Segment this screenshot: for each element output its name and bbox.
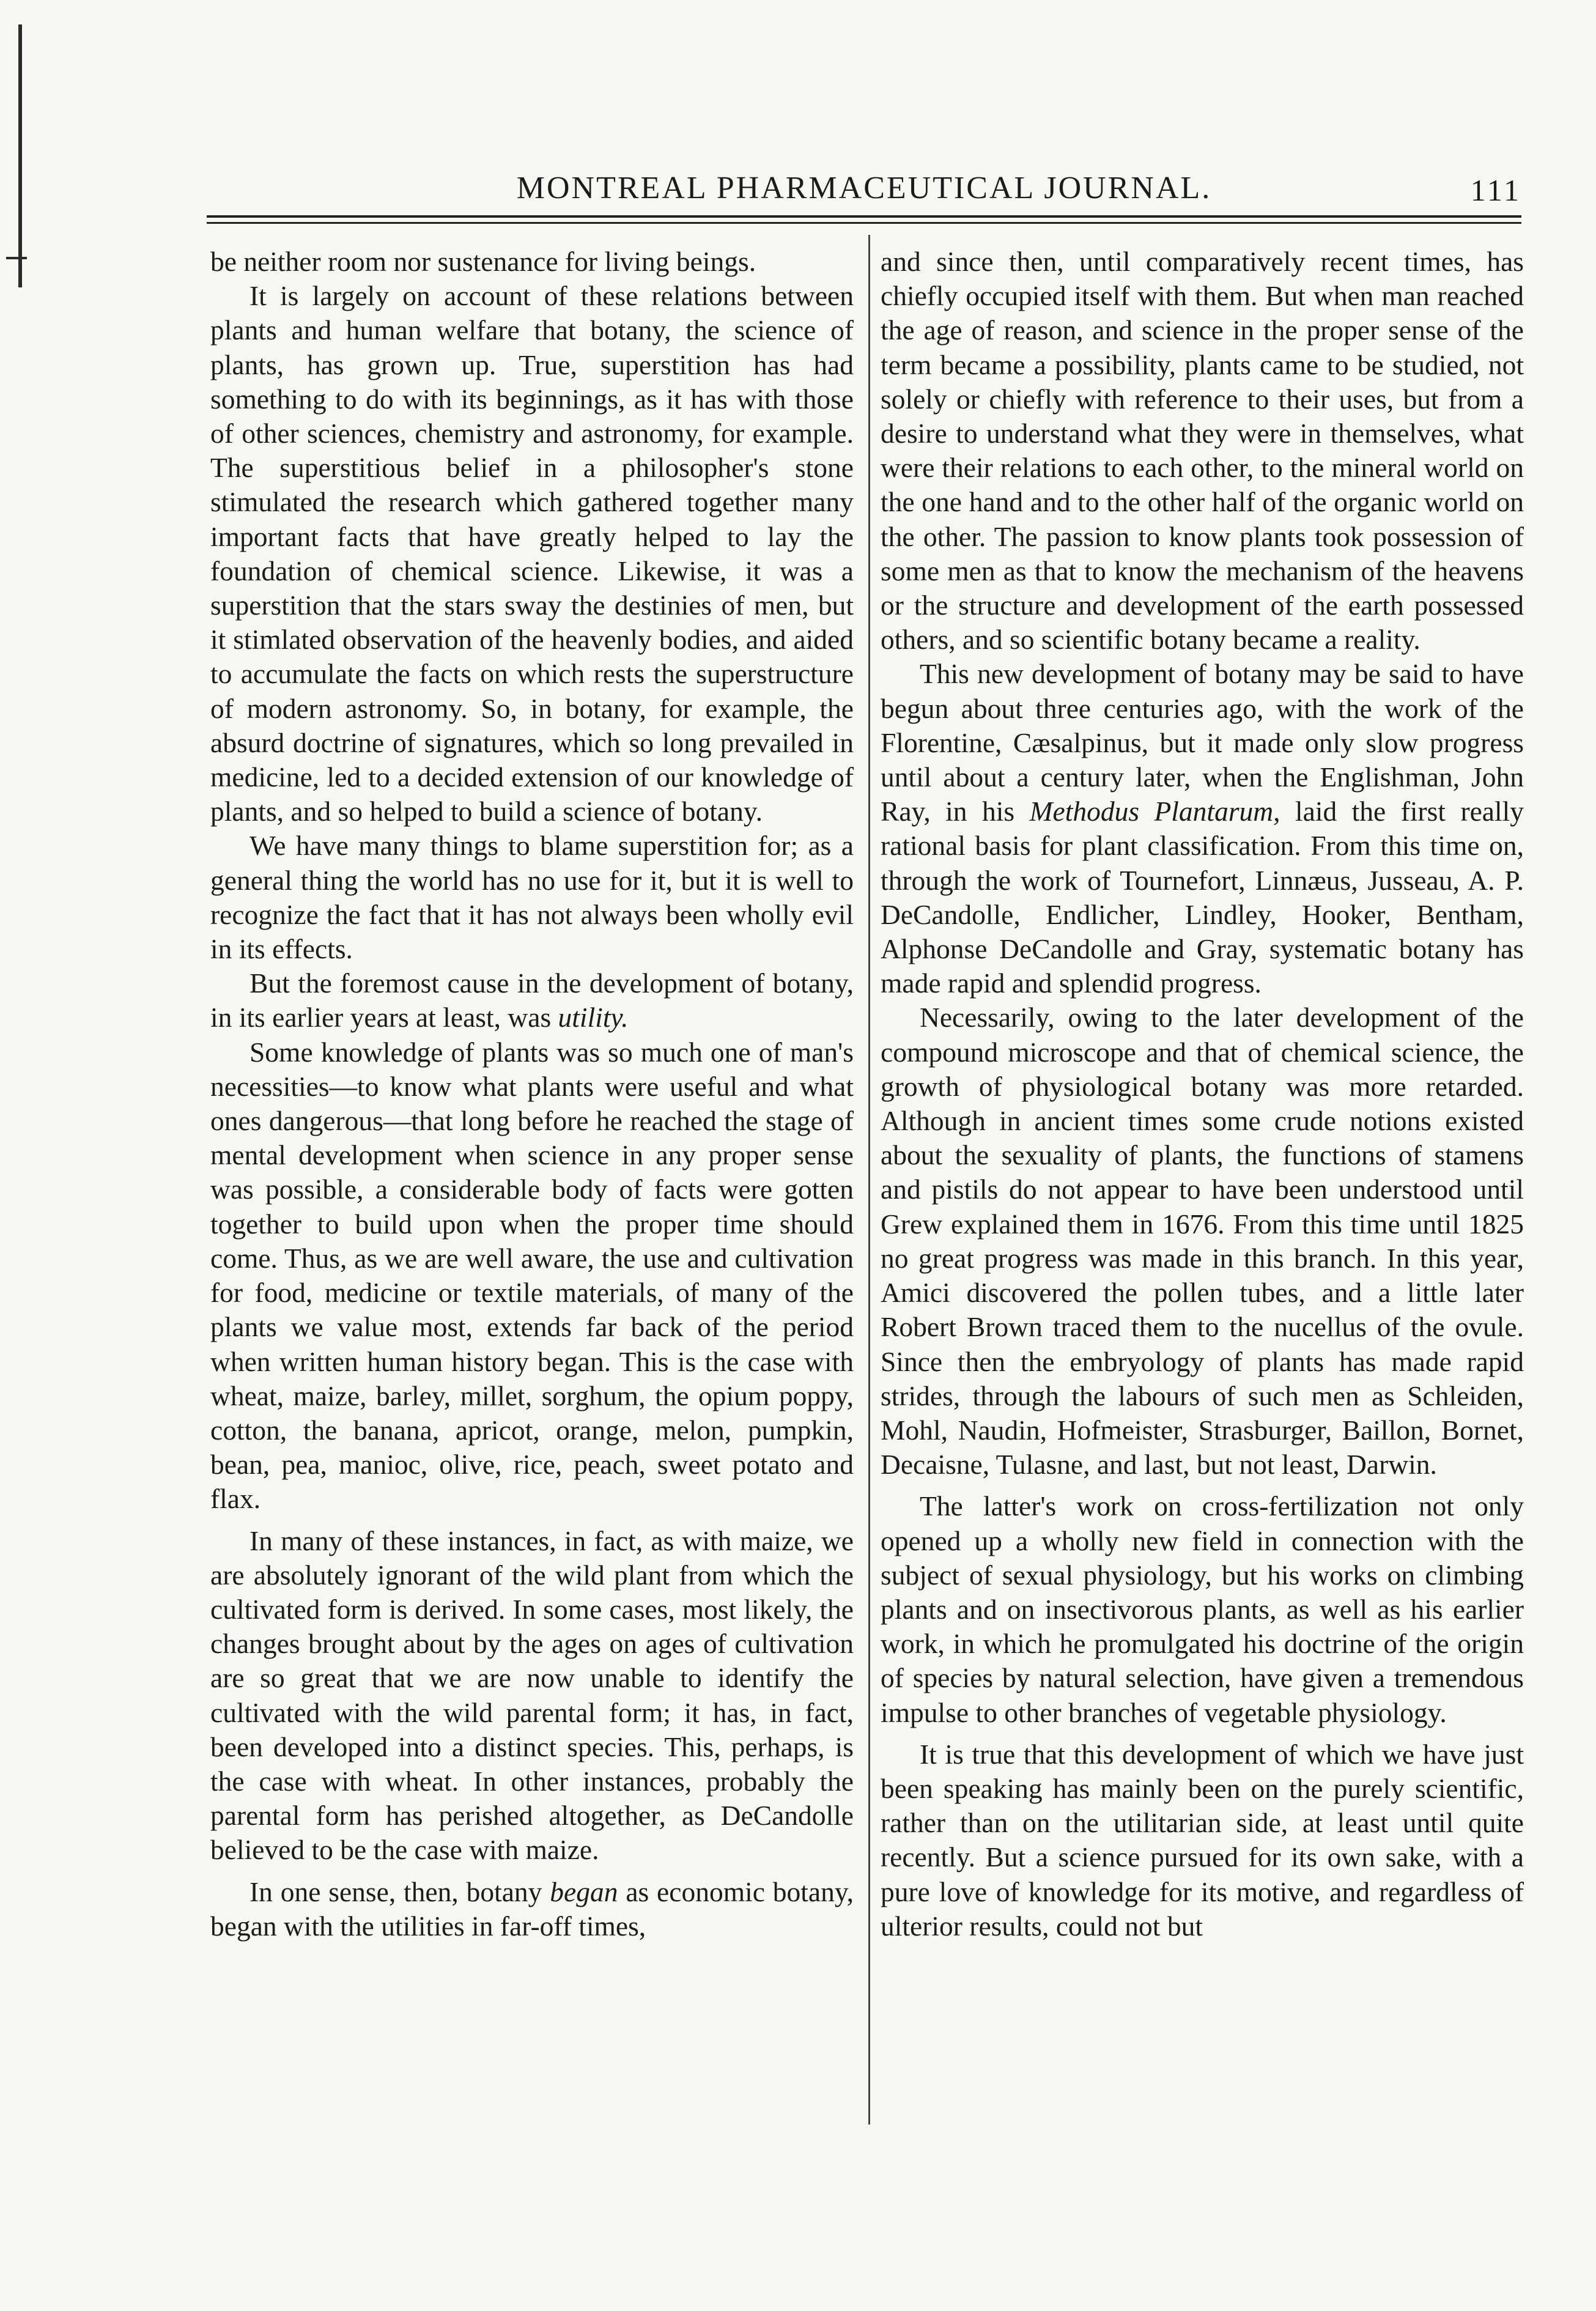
emphasis-utility: utility.	[558, 1002, 629, 1033]
paragraph: Necessarily, owing to the later development of the compound microscope and that of chemical science, the growth of physiological botany was more retarded. Although in ancient times some crude notions existed about the sexuality of plants, the functions of stamens and pistils do not appear to have been understood until Grew explained them in 1676. From this time until 1825 no great progress was made in this branch. In this year, Amici discovered the pollen tubes, and a little later Robert Brown traced them to the nucellus of the ovule. Since then the embryology of plants has made rapid strides, through the labours of such men as Schleiden, Mohl, Naudin, Hofmeister, Strasburger, Baillon, Bornet, Decaisne, Tulasne, and last, but not least, Darwin.	[881, 1002, 1524, 1481]
paragraph-text: This new development of botany may be said to have begun about three centuries ago, with the work of the Florentine, Cæsalpinus, but it made only slow progress until about a century later, when the Englishman, John Ray, in his	[881, 658, 1524, 827]
emphasis-methodus-plantarum: Methodus Plantarum,	[1029, 796, 1280, 827]
header-rule-bottom	[207, 222, 1521, 224]
binding-edge-mark	[18, 24, 22, 287]
paragraph: We have many things to blame superstition for; as a general thing the world has no use for it, but it is well to recognize the fact that it has not always been wholly evil in its effects.	[210, 830, 854, 965]
paragraph	[881, 657, 1524, 1000]
paragraph: In many of these instances, in fact, as with maize, we are absolutely ignorant of the wild plant from which the cultivated form is derived. In some cases, most likely, the changes brought about by the ages on ages of cultivation are so great that we are now unable to identify the cultivated with the wild parental form; it has, in fact, been developed into a distinct species. This, perhaps, is the case with wheat. In other instances, probably the parental form has perished altogether, as DeCandolle believed to be the case with maize.	[210, 1525, 854, 1866]
paragraph-text: In one sense, then, botany	[249, 1876, 542, 1907]
page-number: 111	[1470, 173, 1521, 207]
paragraph: The latter's work on cross-fertilization not only opened up a wholly new field in connection with the subject of sexual physiology, but his works on climbing plants and on insectivorous plants, as well as his earlier work, in which he promulgated his doctrine of the origin of species by natural selection, have given a tremendous impulse to other branches of vegetable physiology.	[881, 1490, 1524, 1728]
paragraph: It is largely on account of these relations between plants and human welfare that botany, the science of plants, has grown up. True, superstition has had something to do with its beginnings, as it has with those of other sciences, chemistry and astronomy, for example. The superstitious belief in a philosopher's stone stimulated the research which gathered together many important facts that have greatly helped to lay the foundation of chemical science. Likewise, it was a superstition that the stars sway the destinies of men, but it stimlated observation of the heavenly bodies, and aided to accumulate the facts on which rests the superstructure of modern astronomy. So, in botany, for example, the absurd doctrine of signatures, which so long prevailed in medicine, led to a decided extension of our knowledge of plants, and so helped to build a science of botany.	[210, 280, 854, 827]
paragraph-text: laid the first really rational basis for plant classification. From this time on, through the work of Tournefort, Linnæus, Jusseau, A. P. DeCandolle, Endlicher, Lindley, Hooker, Bentham, Alphonse DeCandolle and Gray, systematic botany has made rapid and splendid progress.	[881, 796, 1524, 999]
emphasis-began: began	[550, 1876, 618, 1907]
column-divider	[868, 235, 870, 2124]
paragraph: It is true that this development of which we have just been speaking has mainly been on the purely scientific, rather than on the utilitarian side, at least until quite recently. But a science pursued for its own sake, with a pure love of knowledge for its motive, and regardless of ulterior results, could not but	[881, 1738, 1524, 1942]
paragraph-text: as economic botany, began with the utilities in far-off times,	[210, 1876, 854, 1942]
running-header	[207, 164, 1521, 213]
paragraph: Some knowledge of plants was so much one of man's necessities—to know what plants were useful and what ones dangerous—that long before he reached the stage of mental development when science in any proper sense was possible, a considerable body of facts were gotten together to build upon when the proper time should come. Thus, as we are well aware, the use and cultivation for food, medicine or textile materials, of many of the plants we value most, extends far back of the period when written human history began. This is the case with wheat, maize, barley, millet, sorghum, the opium poppy, cotton, the banana, apricot, orange, melon, pumpkin, bean, pea, manioc, olive, rice, peach, sweet potato and flax.	[210, 1036, 854, 1515]
right-column	[881, 245, 1524, 2116]
journal-title: MONTREAL PHARMACEUTICAL JOURNAL.	[516, 171, 1212, 205]
header-rule-top	[207, 215, 1521, 218]
paragraph-text: But the foremost cause in the development of botany, in its earlier years at least, was	[210, 967, 854, 1033]
paragraph: be neither room nor sustenance for living beings.	[210, 246, 756, 277]
left-column	[210, 245, 854, 2116]
paragraph	[210, 1875, 854, 1943]
paragraph	[210, 966, 854, 1035]
binding-edge-tick	[6, 257, 27, 259]
paragraph: and since then, until comparatively recent times, has chiefly occupied itself with them. But when man reached the age of reason, and science in the proper sense of the term became a possibility, plants came to be studied, not solely or chiefly with reference to their uses, but from a desire to understand what they were in themselves, what were their relations to each other, to the mineral world on the one hand and to the other half of the organic world on the other. The passion to know plants took possession of some men as that to know the mechanism of the heavens or the structure and development of the earth possessed others, and so scientific botany became a reality.	[881, 246, 1524, 656]
